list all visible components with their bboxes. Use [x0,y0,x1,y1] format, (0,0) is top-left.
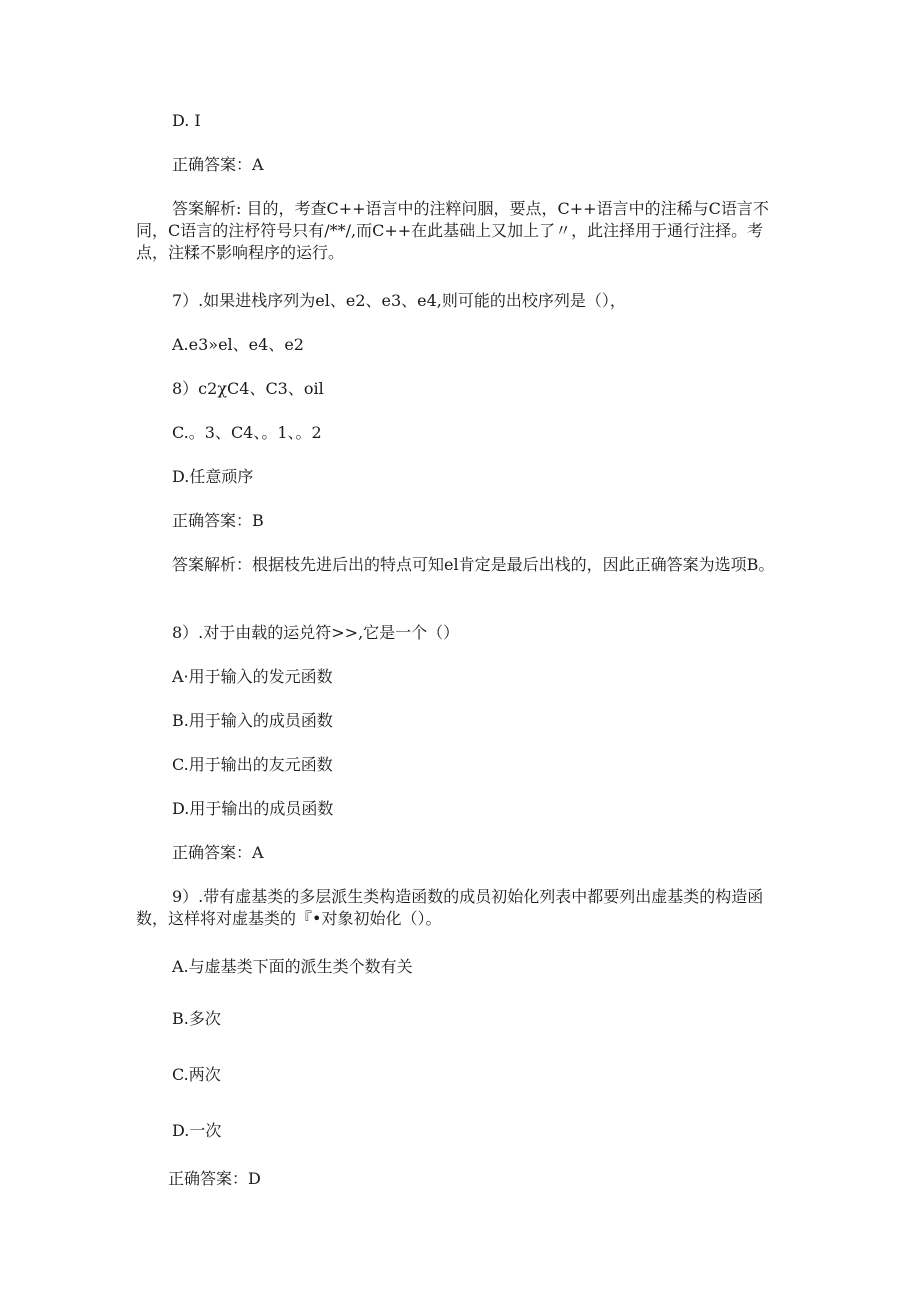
q7-option-a: A.e3»el、e4、e2 [172,335,304,354]
q7-question: 7）.如果进栈序列为el、e2、e3、e4,则可能的出校序列是（）， [172,291,626,310]
q8-option-d: D.用于输出的成员函数 [172,799,334,818]
q7-option-d: D.任意顽序 [172,467,254,486]
q7-option-b: 8）c2χC4、C3、oil [172,379,324,398]
q6-option-d: D. I [172,111,201,130]
q8-option-a: A·用于输入的发元函数 [172,667,333,686]
q8-option-c: C.用于输出的友元函数 [172,755,333,774]
q9-option-b: B.多次 [172,1009,221,1028]
q8-correct-answer: 正确答案：A [172,843,264,862]
q7-option-c: C.。3、C4、。1、。2 [172,423,322,442]
q9-option-c: C.两次 [172,1065,221,1084]
q8-option-b: B.用于输入的成员函数 [172,711,333,730]
q9-option-a: A.与虚基类下面的派生类个数有关 [172,957,413,976]
q6-explanation: 答案解析: 目的，考查C++语言中的注粹问胭，要点，C++语言中的注稀与C语言不同，C语言的注杼符号只有/**/,而C++在此基础上又加上了〃，此注择用于通行注择。考点，注糅不影响程序的运行。 [136,199,769,262]
q9-question: 9）.带有虚基类的多层派生类构造函数的成员初始化列表中都要列出虚基类的构造函数，这样将对虚基类的『•对象初始化（）。 [136,887,764,928]
q7-correct-answer: 正确答案：B [172,511,264,530]
q9-option-d: D.一次 [172,1121,222,1140]
q6-correct-answer: 正确答案：A [172,155,264,174]
q7-explanation: 答案解析：根据枝先进后出的特点可知el肯定是最后出栈的，因此正确答案为选项B。 [172,555,775,574]
q8-question: 8）.对于由载的运兑符>>,它是一个（） [172,623,460,642]
q9-correct-answer: 正确答案：D [168,1169,261,1188]
